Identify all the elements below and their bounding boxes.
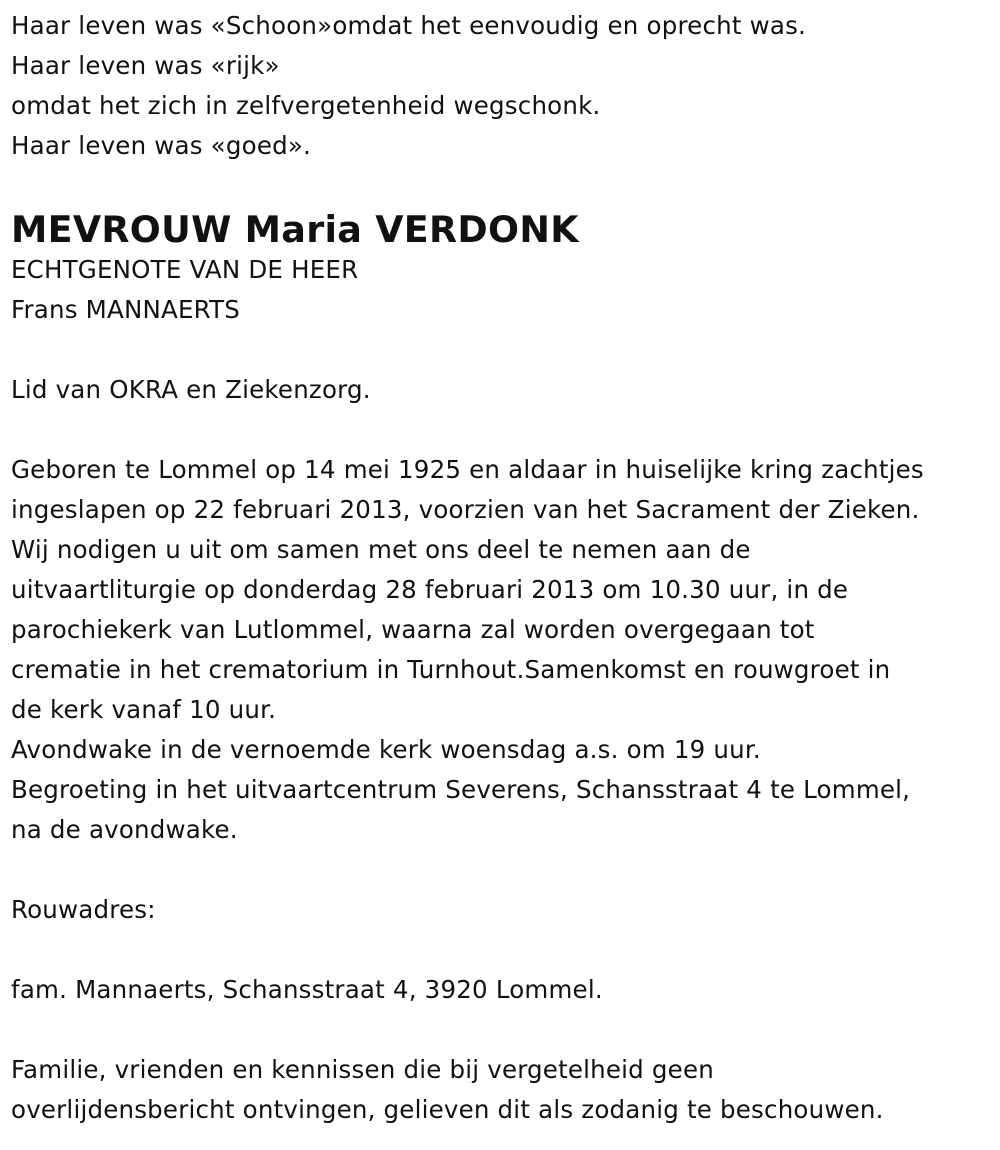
details-line: crematie in het crematorium in Turnhout.Samenkomst en rouwgroet in: [11, 655, 891, 684]
details-line: Begroeting in het uitvaartcentrum Severens, Schansstraat 4 te Lommel,: [11, 775, 911, 804]
poem-line: Haar leven was «Schoon»omdat het eenvoudig en oprecht was.: [11, 11, 807, 40]
obituary-notice: [11, 6, 991, 1130]
address-label: Rouwadres:: [11, 895, 156, 924]
spacer: [11, 330, 991, 370]
details-line: uitvaartliturgie op donderdag 28 februari 2013 om 10.30 uur, in de: [11, 575, 849, 604]
details-line: Geboren te Lommel op 14 mei 1925 en aldaar in huiselijke kring zachtjes: [11, 455, 924, 484]
spacer: [11, 850, 991, 890]
closing-line: Familie, vrienden en kennissen die bij vergetelheid geen: [11, 1055, 714, 1084]
spacer: [11, 410, 991, 450]
spouse-name: Frans MANNAERTS: [11, 295, 241, 324]
poem-line: omdat het zich in zelfvergetenheid wegschonk.: [11, 91, 601, 120]
details-line: na de avondwake.: [11, 815, 238, 844]
details-paragraph: [11, 450, 991, 850]
details-line: ingeslapen op 22 februari 2013, voorzien van het Sacrament der Zieken.: [11, 495, 920, 524]
details-line: Wij nodigen u uit om samen met ons deel te nemen aan de: [11, 535, 751, 564]
details-line: Avondwake in de vernoemde kerk woensdag a.s. om 19 uur.: [11, 735, 761, 764]
closing-line: overlijdensbericht ontvingen, gelieven dit als zodanig te beschouwen.: [11, 1095, 884, 1124]
mourning-address: fam. Mannaerts, Schansstraat 4, 3920 Lommel.: [11, 975, 603, 1004]
spouse-title: ECHTGENOTE VAN DE HEER: [11, 255, 359, 284]
spacer: [11, 930, 991, 970]
poem-line: Haar leven was «rijk»: [11, 51, 280, 80]
spacer: [11, 166, 991, 208]
details-line: de kerk vanaf 10 uur.: [11, 695, 277, 724]
membership-text: Lid van OKRA en Ziekenzorg.: [11, 375, 371, 404]
spacer: [11, 1010, 991, 1050]
poem: [11, 6, 991, 166]
details-line: parochiekerk van Lutlommel, waarna zal worden overgegaan tot: [11, 615, 815, 644]
closing-paragraph: [11, 1050, 991, 1130]
poem-line: Haar leven was «goed».: [11, 131, 312, 160]
deceased-name: MEVROUW Maria VERDONK: [11, 208, 579, 251]
